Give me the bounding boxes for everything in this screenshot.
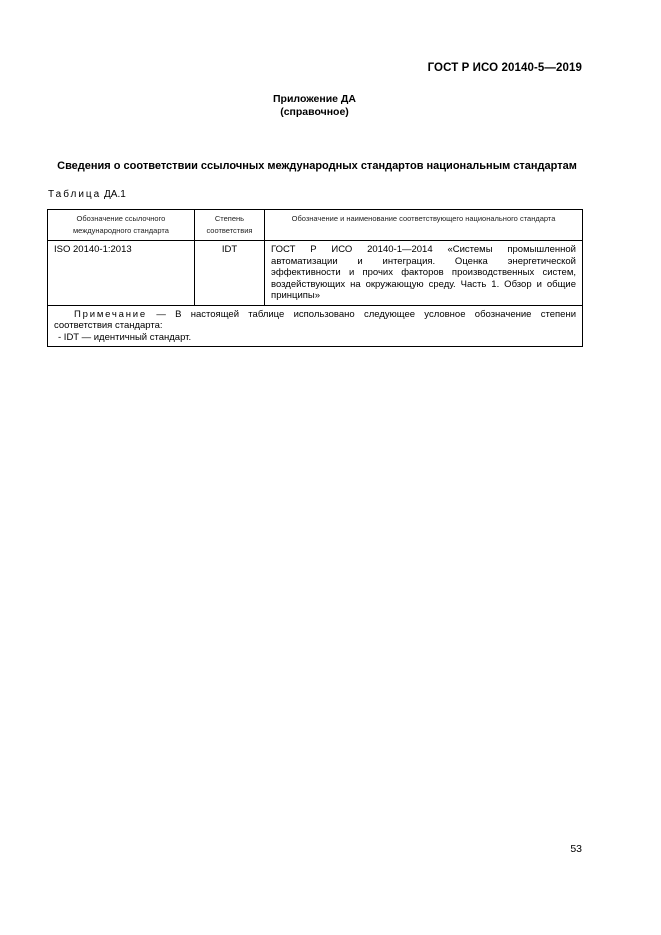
table-caption-number: ДА.1 (104, 189, 126, 200)
appendix-subtitle: (справочное) (280, 106, 349, 118)
note-text: — В настоящей таблице использовано следующее условное обозначение степени (156, 308, 576, 320)
appendix-title: Приложение ДА (273, 93, 356, 105)
table-note-row (48, 305, 583, 347)
document-code: ГОСТ Р ИСО 20140-5—2019 (427, 62, 582, 74)
cell-designation: ISO 20140-1:2013 (48, 241, 195, 306)
table-row (48, 241, 583, 306)
header-degree: Степень соответствия (194, 210, 264, 241)
section-title: Сведения о соответствии ссылочных международных стандартов национальным стандартам (57, 160, 577, 172)
correspondence-table (47, 209, 583, 347)
header-national-standard: Обозначение и наименование соответствующего национального стандарта (265, 210, 583, 241)
page-number: 53 (570, 843, 582, 855)
note-line-1 (54, 309, 576, 321)
table-caption (48, 189, 126, 200)
cell-national-standard: ГОСТ Р ИСО 20140-1—2014 «Системы промышленной автоматизации и интеграция. Оценка энергетической эффективности и прочих факторов производственных систем, воздействующих на окружающую среду. Часть 1. Обзор и общие принципы» (265, 241, 583, 306)
note-label: Примечание (74, 308, 147, 320)
header-designation: Обозначение ссылочного международного стандарта (48, 210, 195, 241)
cell-degree: IDT (194, 241, 264, 306)
appendix-heading (0, 93, 629, 119)
table-caption-prefix: Таблица (48, 189, 102, 200)
note-line-2: соответствия стандарта: (54, 320, 163, 331)
note-item: - IDT — идентичный стандарт. (58, 331, 192, 343)
table-header-row (48, 210, 583, 241)
table-note (48, 305, 583, 347)
